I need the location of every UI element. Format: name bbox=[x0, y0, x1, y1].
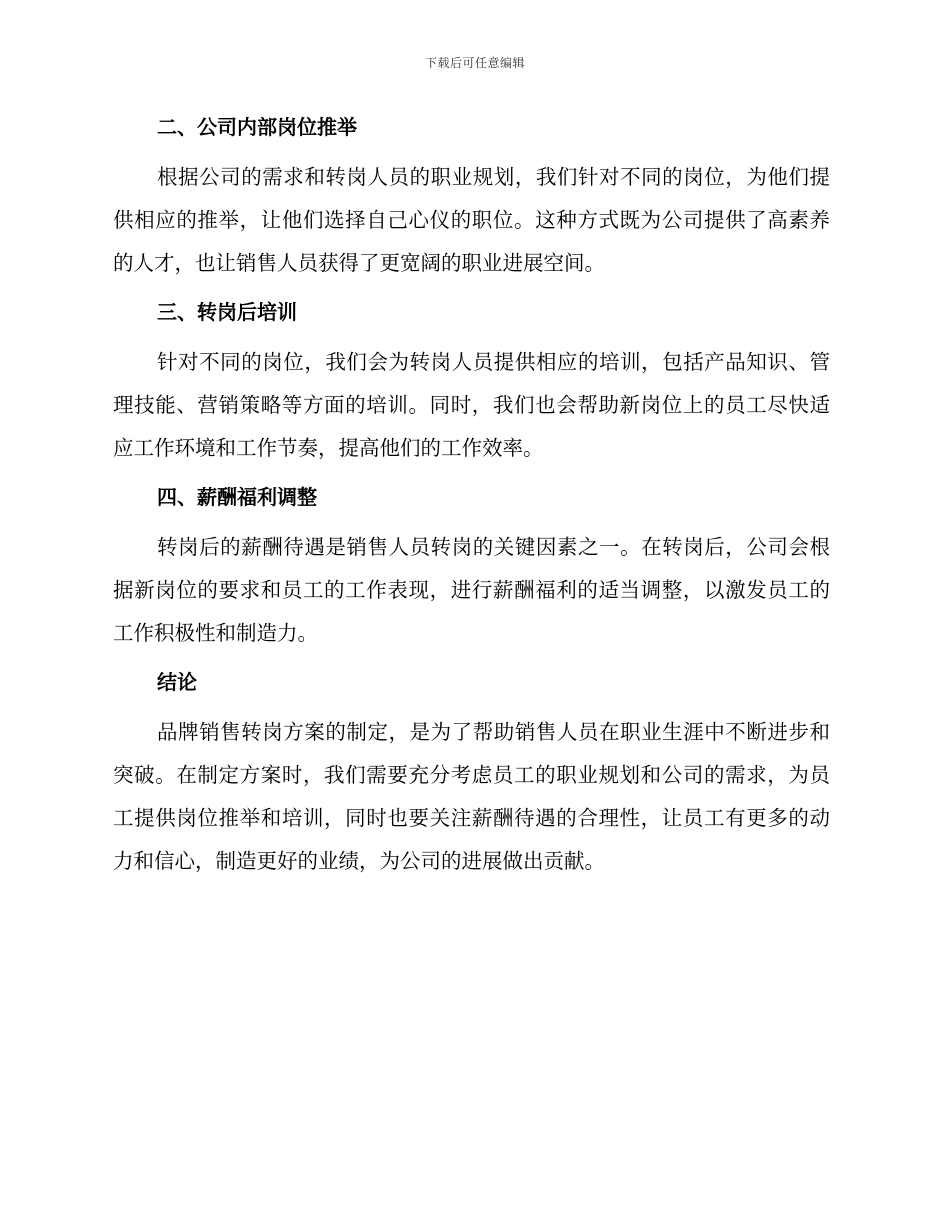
section-paragraph: 根据公司的需求和转岗人员的职业规划，我们针对不同的岗位，为他们提供相应的推举，让他们选择自己心仪的职位。这种方式既为公司提供了高素养的人才，也让销售人员获得了更宽阔的职业进展空间。 bbox=[113, 165, 830, 275]
section-heading: 结论 bbox=[157, 670, 197, 694]
page-header: 下载后可任意编辑 bbox=[424, 56, 525, 70]
section-salary-adjustment bbox=[113, 482, 830, 655]
section-paragraph: 品牌销售转岗方案的制定，是为了帮助销售人员在职业生涯中不断进步和突破。在制定方案时，我们需要充分考虑员工的职业规划和公司的需求，为员工提供岗位推举和培训，同时也要关注薪酬待遇的合理性，让员工有更多的动力和信心，制造更好的业绩，为公司的进展做出贡献。 bbox=[113, 720, 830, 873]
section-paragraph: 针对不同的岗位，我们会为转岗人员提供相应的培训，包括产品知识、管理技能、营销策略等方面的培训。同时，我们也会帮助新岗位上的员工尽快适应工作环境和工作节奏，提高他们的工作效率。 bbox=[113, 350, 830, 460]
document-body bbox=[113, 112, 830, 895]
section-heading: 二、公司内部岗位推举 bbox=[157, 115, 357, 139]
section-paragraph: 转岗后的薪酬待遇是销售人员转岗的关键因素之一。在转岗后，公司会根据新岗位的要求和员工的工作表现，进行薪酬福利的适当调整，以激发员工的工作积极性和制造力。 bbox=[113, 535, 830, 645]
section-heading: 三、转岗后培训 bbox=[157, 300, 297, 324]
section-post-transfer-training bbox=[113, 297, 830, 470]
section-internal-recommendation bbox=[113, 112, 830, 285]
section-heading: 四、薪酬福利调整 bbox=[157, 485, 317, 509]
section-conclusion bbox=[113, 667, 830, 883]
